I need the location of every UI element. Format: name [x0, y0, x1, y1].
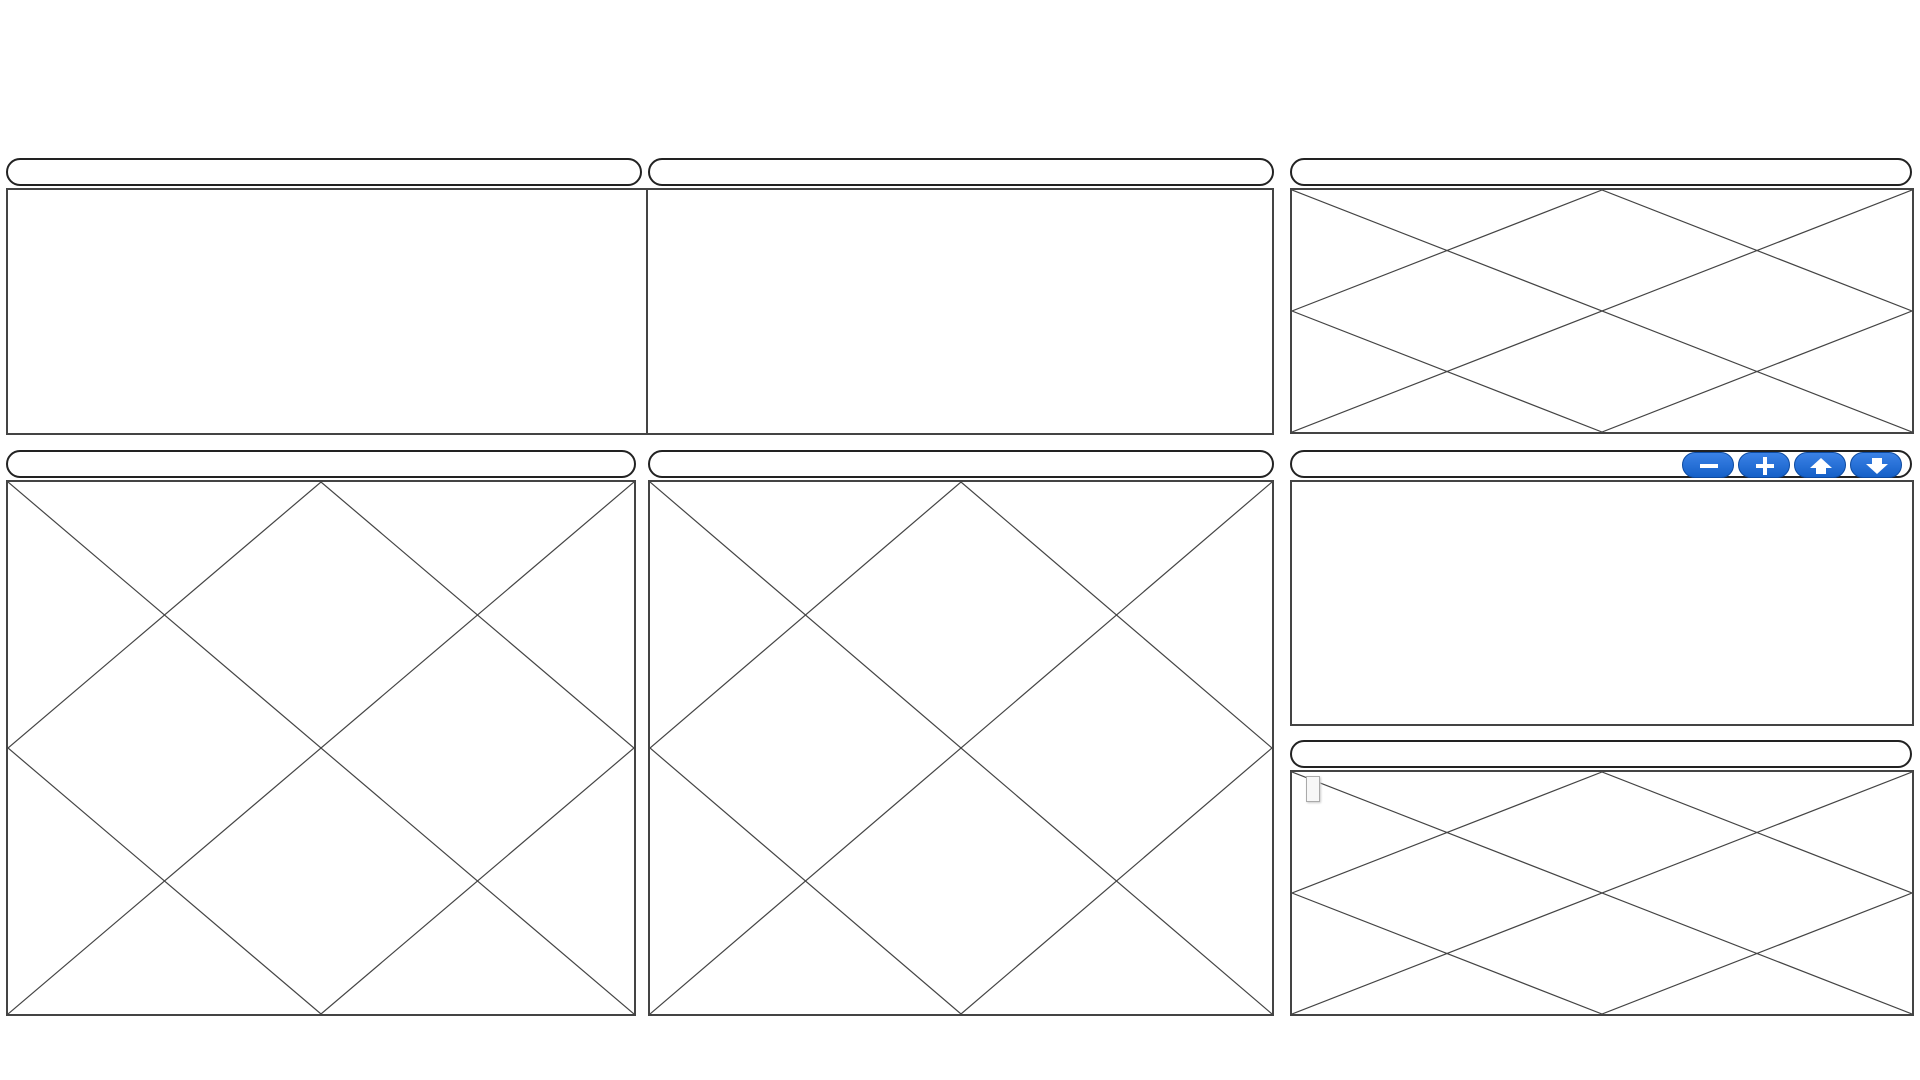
- birth-chart-lines: [8, 482, 634, 1014]
- vimshottari-panel: [1290, 480, 1914, 726]
- d9-chart: [648, 480, 1274, 1016]
- arrow-down-icon: [1865, 456, 1889, 476]
- ashtakavarga-chart-lines: [1292, 772, 1912, 1014]
- birth-chart-titlebar[interactable]: [6, 450, 636, 478]
- birth-table-panel: [6, 188, 646, 435]
- scroll-up-button[interactable]: [1794, 452, 1846, 478]
- plus-icon: [1753, 456, 1777, 476]
- ashtakavarga-tooltip: [1306, 776, 1320, 802]
- d10-chart-lines: [1292, 190, 1912, 432]
- d10-chart: [1290, 188, 1914, 434]
- birth-table-titlebar[interactable]: [6, 158, 642, 186]
- yogi-titlebar[interactable]: [648, 158, 1274, 186]
- minus-icon: [1697, 456, 1721, 476]
- zoom-out-button[interactable]: [1682, 452, 1734, 478]
- ashtakavarga-chart: [1290, 770, 1914, 1016]
- arrow-up-icon: [1809, 456, 1833, 476]
- ashtakavarga-titlebar[interactable]: [1290, 740, 1912, 768]
- d9-chart-lines: [650, 482, 1272, 1014]
- birth-chart: [6, 480, 636, 1016]
- zoom-in-button[interactable]: [1738, 452, 1790, 478]
- scroll-down-button[interactable]: [1850, 452, 1902, 478]
- d9-titlebar[interactable]: [648, 450, 1274, 478]
- yogi-panel: [646, 188, 1274, 435]
- d10-titlebar[interactable]: [1290, 158, 1912, 186]
